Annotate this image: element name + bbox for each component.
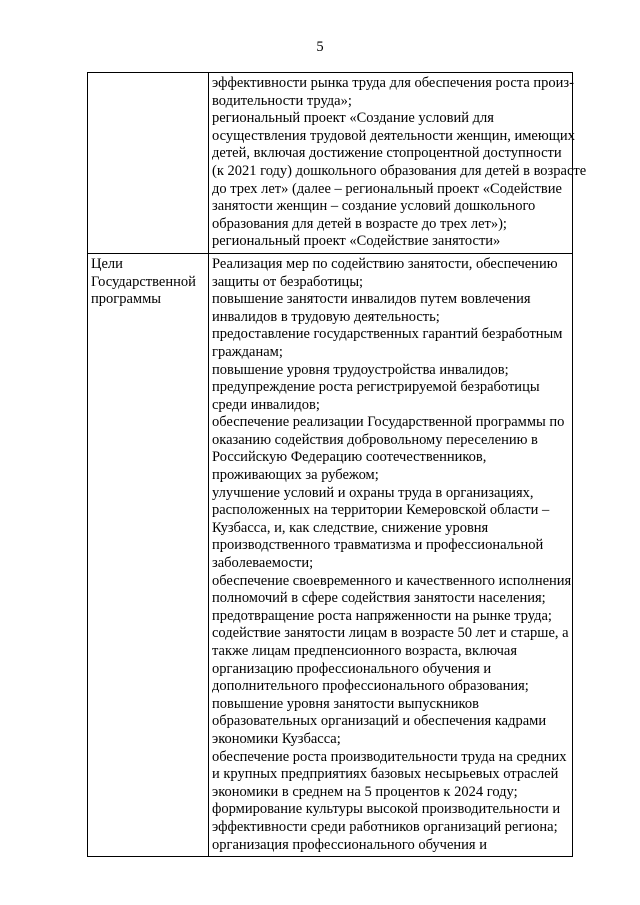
content-line: занятости женщин – создание условий дошкольного [212,198,536,215]
row-label-cell-empty [88,73,209,254]
content-line: Кузбасса, и, как следствие, снижение уровня [212,519,489,536]
content-line: эффективности рынка труда для обеспечения роста произ- [212,75,574,91]
label-line: Цели [91,255,123,272]
content-line: оказанию содействия добровольному переселению в [212,431,538,448]
table-row-program-goals [88,253,573,856]
row-content-cell-goals [209,253,573,856]
label-line: Государственной [91,273,196,290]
content-line: обеспечение роста производительности труда на средних [212,748,567,765]
content-line: региональный проект «Содействие занятости» [212,233,501,250]
content-line: производственного травматизма и профессиональной [212,537,544,554]
label-line: программы [91,291,161,308]
content-line: защиты от безработицы; [212,273,364,290]
content-line: образовательных организаций и обеспечения кадрами [212,713,547,730]
content-line: предупреждение роста регистрируемой безработицы [212,379,540,396]
content-line: до трех лет» (далее – региональный проект «Содействие [212,180,562,197]
row-content-cell-projects [209,73,587,254]
content-line: (к 2021 году) дошкольного образования для детей в возрасте [212,162,587,179]
content-line: образования для детей в возрасте до трех лет»); [212,215,507,232]
content-line: организацию профессионального обучения и [212,660,492,677]
content-line: эффективности среди работников организаций региона; [212,818,558,835]
content-line: и крупных предприятиях базовых несырьевых отраслей [212,766,559,783]
row-label-cell-goals [88,253,209,856]
table-row-projects-continued [88,73,573,254]
content-line: обеспечение реализации Государственной программы по [212,414,565,431]
content-line: инвалидов в трудовую деятельность; [212,308,440,325]
program-passport-table [87,72,587,857]
content-line: гражданам; [212,343,283,360]
content-line: повышение уровня трудоустройства инвалидов; [212,361,509,378]
content-line: водительности труда»; [212,92,352,109]
content-line: содействие занятости лицам в возрасте 50 лет и старше, а [212,625,569,642]
content-line: экономики Кузбасса; [212,730,341,747]
content-line: обеспечение своевременного и качественного исполнения [212,572,572,589]
content-line: предоставление государственных гарантий безработным [212,326,563,343]
content-line: экономики в среднем на 5 процентов к 2024 году; [212,783,518,800]
content-line: повышение уровня занятости выпускников [212,695,479,712]
content-line: повышение занятости инвалидов путем вовлечения [212,291,531,308]
content-line: формирование культуры высокой производительности и [212,801,561,818]
content-line: организация профессионального обучения и [212,836,487,853]
page-number: 5 [316,39,324,55]
content-line: расположенных на территории Кемеровской области – [212,502,550,519]
content-line: среди инвалидов; [212,396,320,413]
content-line: детей, включая достижение стопроцентной доступности [212,145,562,162]
content-line: улучшение условий и охраны труда в организациях, [212,484,534,501]
content-line: полномочий в сфере содействия занятости населения; [212,590,546,607]
content-line: предотвращение роста напряженности на рынке труда; [212,607,552,624]
content-line: Реализация мер по содействию занятости, обеспечению [212,255,558,272]
content-line: дополнительного профессионального образования; [212,678,529,695]
content-line: осуществления трудовой деятельности женщин, имеющих [212,127,575,144]
content-line: также лицам предпенсионного возраста, включая [212,643,517,659]
content-line: проживающих за рубежом; [212,467,379,484]
content-line: заболеваемости; [212,555,314,572]
content-line: региональный проект «Создание условий для [212,110,494,127]
content-line: Российскую Федерацию соотечественников, [212,449,487,466]
